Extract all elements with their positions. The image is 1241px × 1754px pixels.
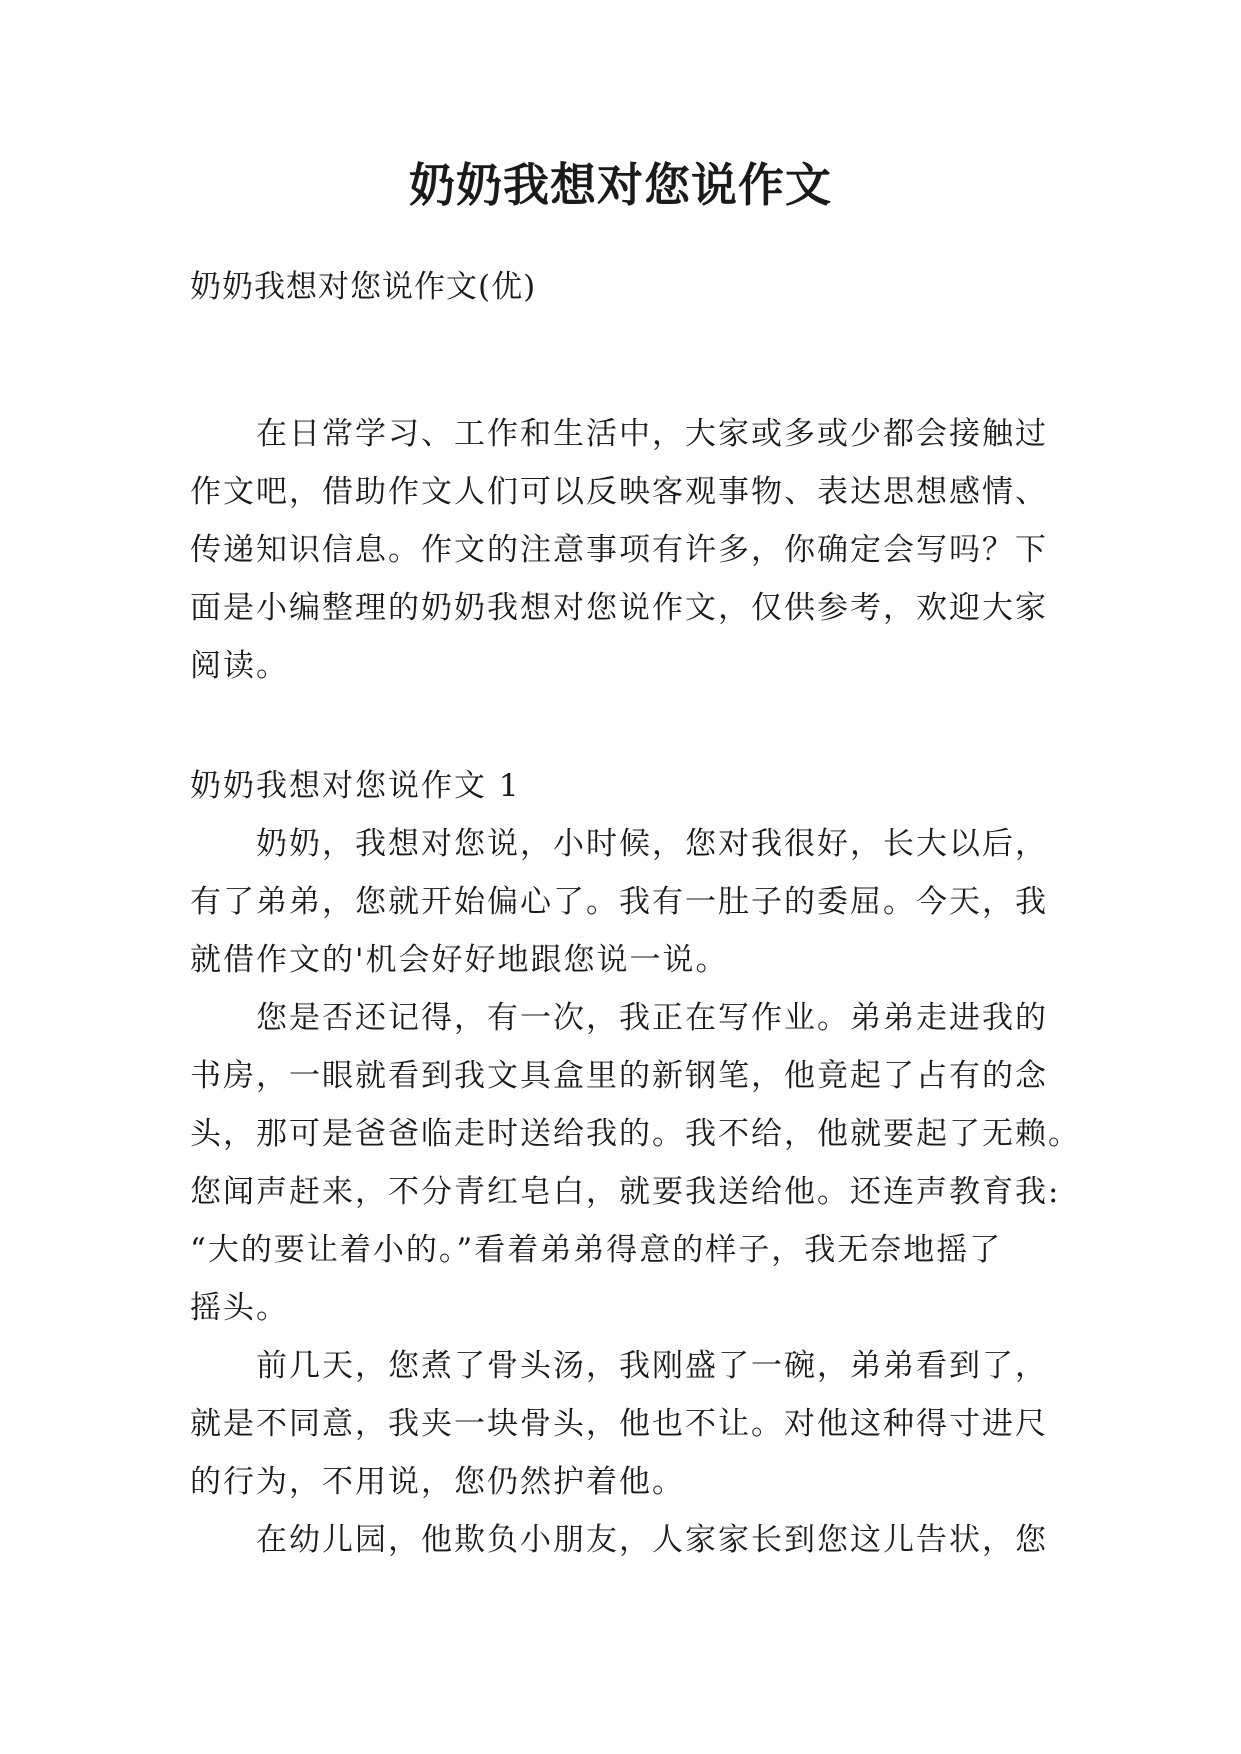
text-line: 传递知识信息。作文的注意事项有许多，你确定会写吗？下: [190, 532, 1048, 568]
text-line: 前几天，您煮了骨头汤，我刚盛了一碗，弟弟看到了，: [256, 1348, 1048, 1384]
text-line: 在日常学习、工作和生活中，大家或多或少都会接触过: [256, 416, 1048, 452]
text-line: 有了弟弟，您就开始偏心了。我有一肚子的委屈。今天，我: [190, 884, 1048, 920]
essay-body: [190, 815, 1090, 1569]
text-line: 您闻声赶来，不分青红皂白，就要我送给他。还连声教育我:: [190, 1174, 1061, 1210]
text-line: 奶奶，我想对您说，小时候，您对我很好，长大以后，: [256, 826, 1048, 862]
section-heading-text: 奶奶我想对您说作文 1: [190, 768, 521, 804]
text-line: 您是否还记得，有一次，我正在写作业。弟弟走进我的: [256, 1000, 1048, 1036]
text-line: 阅读。: [190, 648, 289, 684]
text-line: 的行为，不用说，您仍然护着他。: [190, 1464, 685, 1500]
text-line: 摇头。: [190, 1290, 289, 1326]
text-line: 作文吧，借助作文人们可以反映客观事物、表达思想感情、: [190, 474, 1048, 510]
intro-paragraph: [190, 405, 1090, 695]
document-subtitle: 奶奶我想对您说作文(优): [190, 269, 537, 305]
text-line: “大的要让着小的。”看着弟弟得意的样子，我无奈地摇了: [190, 1232, 1003, 1268]
text-line: 在幼儿园，他欺负小朋友，人家家长到您这儿告状，您: [256, 1522, 1048, 1558]
text-line: 就是不同意，我夹一块骨头，他也不让。对他这种得寸进尺: [190, 1406, 1048, 1442]
text-line: 书房，一眼就看到我文具盒里的新钢笔，他竟起了占有的念: [190, 1058, 1048, 1094]
document-title: 奶奶我想对您说作文: [409, 158, 832, 212]
text-line: 头，那可是爸爸临走时送给我的。我不给，他就要起了无赖。: [190, 1116, 1081, 1152]
text-line: 面是小编整理的奶奶我想对您说作文，仅供参考，欢迎大家: [190, 590, 1048, 626]
text-line: 就借作文的'机会好好地跟您说一说。: [190, 942, 729, 978]
section-heading: [190, 757, 1090, 815]
